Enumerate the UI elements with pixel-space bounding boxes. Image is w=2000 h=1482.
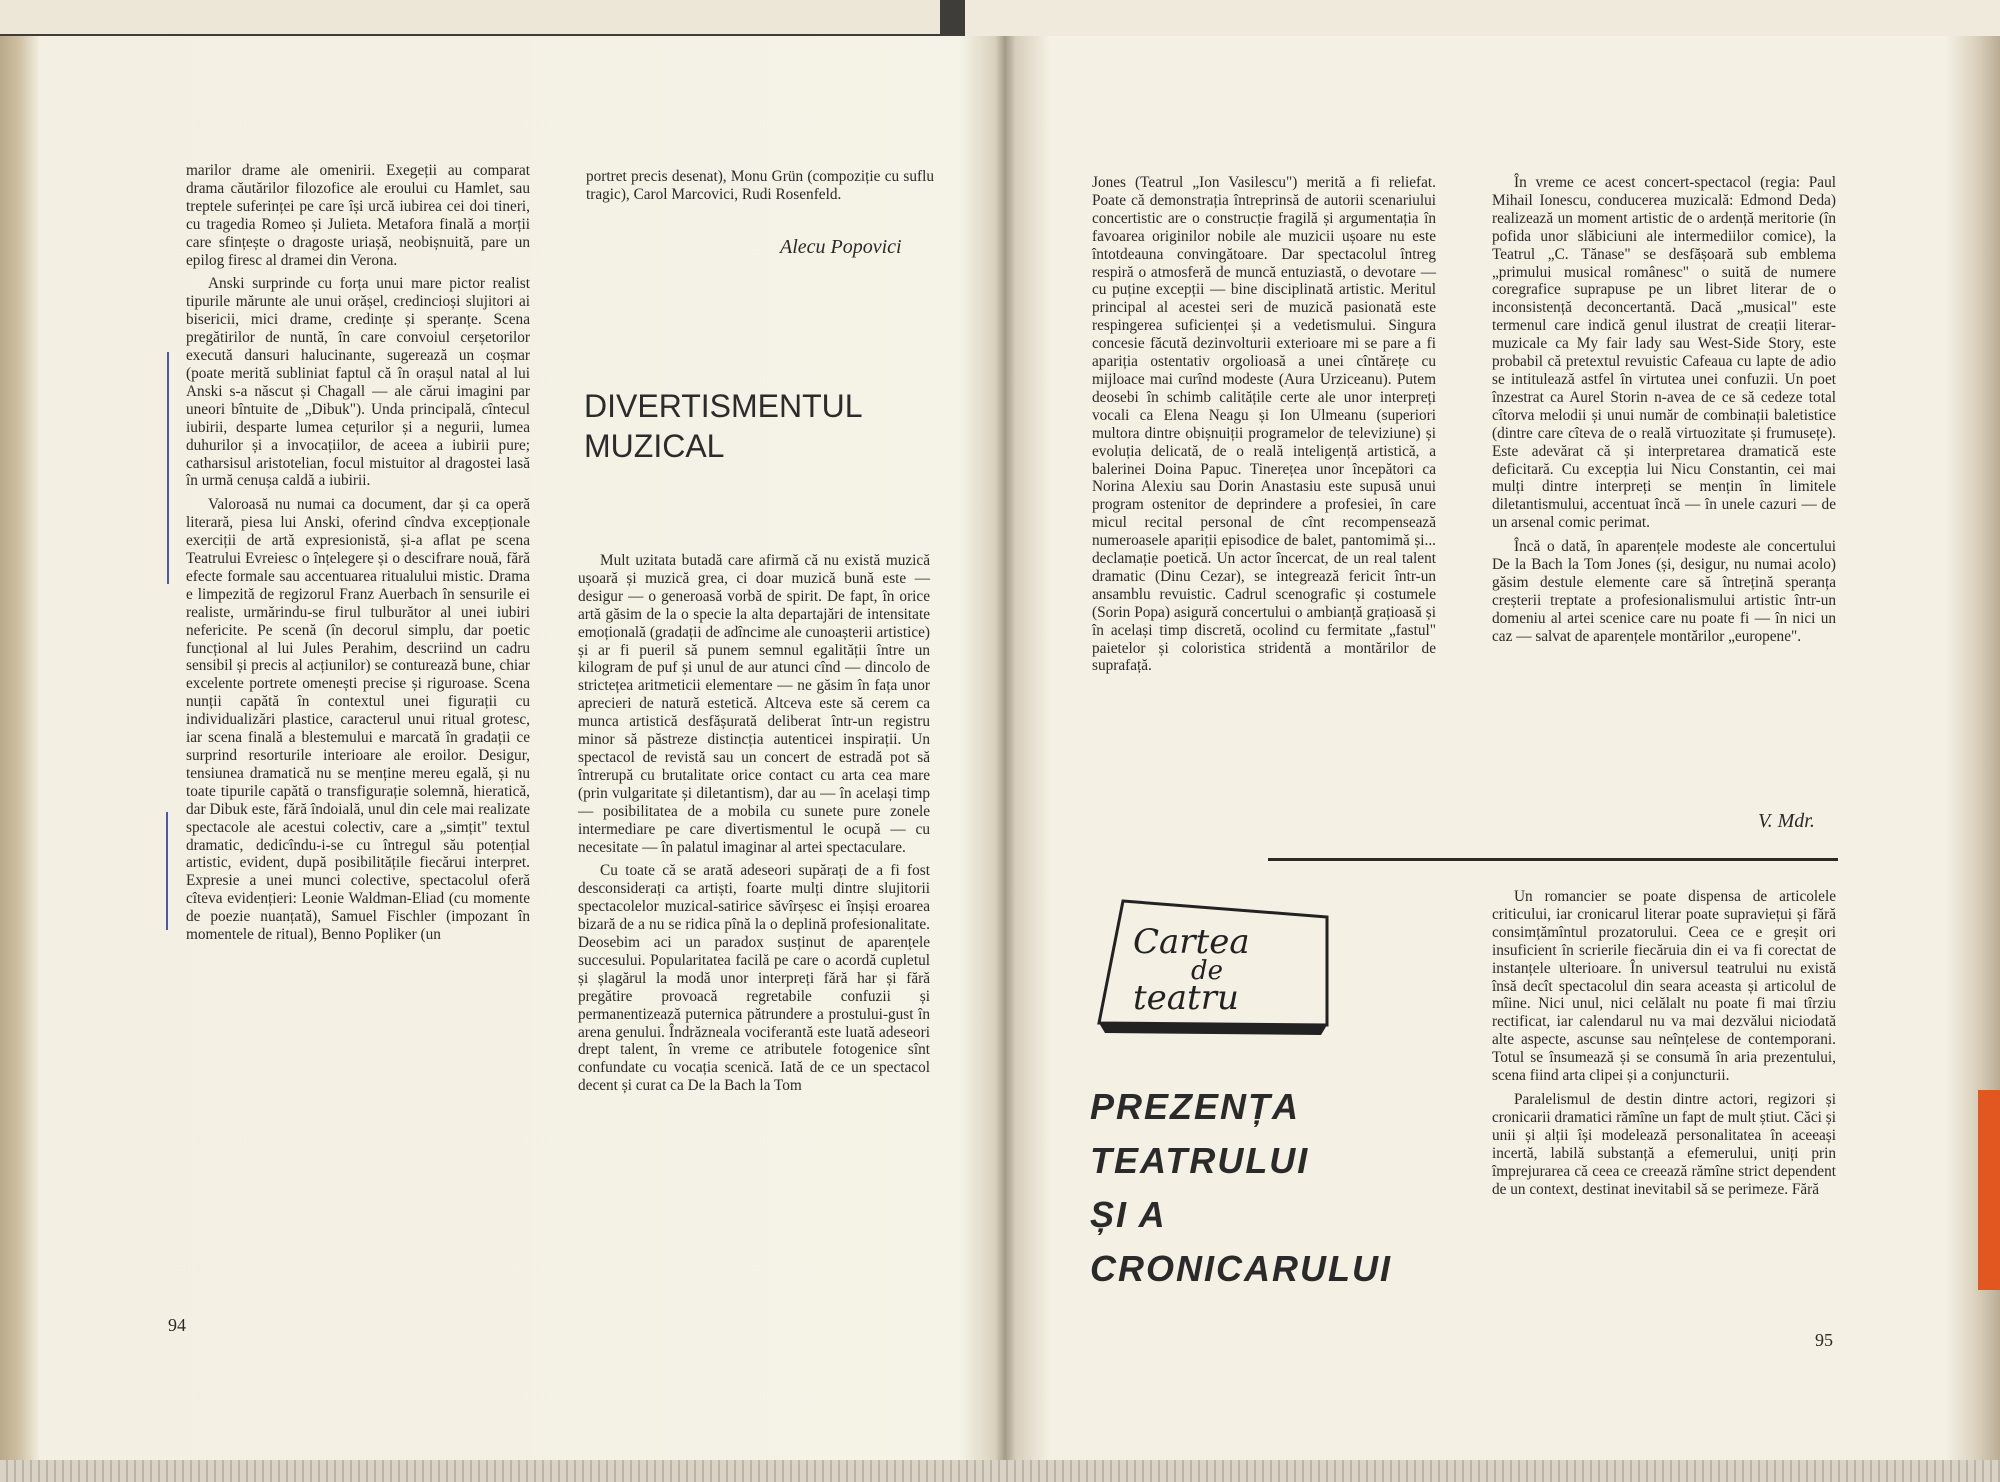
paragraph: Paralelismul de destin dintre actori, regizori și cronicarii dramatici rămîne un fapt de mult știut. Căci și unii și alții își modelează personalitatea în aceeași incertă, labilă substanță a efemerului, uniți prin împrejurarea că ceea ce creează rămîne strict dependent de un context, destinat inevitabil să se perimeze. Fără bbox=[1492, 1090, 1836, 1198]
left-page-column-2 bbox=[578, 552, 930, 1095]
paragraph: Valoroasă nu numai ca document, dar și ca operă literară, piesa lui Anski, oferind cîndva excepționale exerciții de artă expresionistă, și-a aflat pe scena Teatrului Evreiesc o înțelegere și o descifrare nouă, fără efecte formale sau accentuarea ritualului mistic. Drama e limpezită de regizorul Franz Auerbach în sensurile ei realiste, urmărindu-se firul tulburător al unei iubiri nefericite. Pe scenă (în decorul simplu, dar poetic funcțional al lui Jules Perahim, descriind un cadru sensibil și precis al acțiunilor) se conturează bune, chiar excelente portrete omenești precise și riguroase. Scena nunții capătă în contextul unei figurații cu individualizări plastice, caracterul unui ritual grotesc, iar scena finală a blestemului e marcată în gradații ce surprind resorturile interioare ale eroilor. Desigur, tensiunea dramatică nu se menține mereu egală, și nu toate tipurile capătă o transfigurație solemnă, hieratică, dar Dibuk este, fără îndoială, unul din cele mai realizate spectacole ale acestui colectiv, care a „simțit" textul dramatic, dedicîndu-i-se cu întregul său potențial artistic, evident, după posibilitățile fiecărui interpret. Expresie a unei munci colective, spectacolul oferă cîteva evidențieri: Leonie Waldman-Eliad (cu momente de poezie nuanțată), Samuel Fischler (impozant în momentele de ritual), Benno Popliker (un bbox=[186, 496, 530, 944]
article-headline: DIVERTISMENTUL MUZICAL bbox=[584, 388, 862, 464]
paragraph: marilor drame ale omenirii. Exegeții au comparat drama căutărilor filozofice ale eroului cu Hamlet, sau treptele suferinței pe care își urcă iubirea cei doi tineri, cu tragedia Romeo și Julieta. Metafora finală a morții care sfințește o dragoste uriașă, neobișnuită, pare un epilog firesc al dramei din Verona. bbox=[186, 162, 530, 269]
page-edge-right bbox=[965, 0, 2000, 40]
article-headline-2 bbox=[1090, 1080, 1392, 1296]
left-page-column-1 bbox=[186, 162, 530, 944]
right-page-column-4 bbox=[1492, 174, 1836, 646]
headline-line: CRONICARULUI bbox=[1090, 1248, 1392, 1289]
bookmark-tab bbox=[1978, 1090, 2000, 1290]
paragraph: Cu toate că se arată adeseori supărați de a fi fost desconsiderați ca artiști, foarte mulți dintre slujitorii spectacolelor muzical-satirice săvîrșesc ei înșiși eroarea bizară de a nu se ridica pînă la o deplină profesionalitate. Deosebim aci un paradox susținut de aparențele succesului. Popularitatea facilă pe care o acordă cupletul și șlagărul la modă unor interpreți fără har și fără pregătire provoacă regretabile confuzii și permanentizează puternica pătrundere a prostului-gust în arena genului. Îndrăzneala vociferantă este luată adeseori drept talent, în vreme ce atributele fotogenice sînt confundate cu vocația scenică. Iată de ce un spectacol decent și curat ca De la Bach la Tom bbox=[578, 862, 930, 1095]
logo-line-3: teatru bbox=[1133, 978, 1239, 1018]
page-number: 94 bbox=[168, 1315, 186, 1335]
logo-line-1: Cartea bbox=[1133, 922, 1250, 962]
cartea-de-teatru-logo bbox=[1095, 895, 1335, 1045]
paragraph: În vreme ce acest concert-spectacol (regia: Paul Mihail Ionescu, conducerea muzicală: Edmond Deda) realizează un moment artistic de o ardență meritorie (în pofida unor slăbiciuni ale intermediilor comice), la Teatrul „C. Tănase" se desfășoară sub emblema „primului musical românesc" o suită de numere coregrafice suprapuse pe un libret literar de o inconsistență deconcertantă. Dacă „musical" este termenul care indică genul ilustrat de creații literar-muzicale ca My fair lady sau West-Side Story, este probabil că pretextul revuistic Cafeaua cu lapte de adio se intitulează astfel în virtutea unei confuzii. Un poet înzestrat ca Aurel Storin n-avea de ce să cedeze total cîtorva melodii și unui număr de combinații baletistice (dintre care cîteva de o reală virtuozitate și frumusețe). Este adevărat că și interpretarea dramatică este deficitară. Cu excepția lui Nicu Constantin, cei mai mulți dintre interpreți se mențin în limitele diletantismului, accentuat încă — în unele cazuri — de un arsenal comic perimat. bbox=[1492, 174, 1836, 532]
paragraph: portret precis desenat), Monu Grün (compoziție cu suflu tragic), Carol Marcovici, Rudi Rosenfeld. bbox=[586, 168, 934, 203]
section-divider bbox=[1268, 858, 1838, 861]
right-page-column-5 bbox=[1492, 888, 1836, 1198]
book-bottom-edge bbox=[0, 1460, 2000, 1482]
page-number: 95 bbox=[1815, 1330, 1833, 1350]
author-signature: Alecu Popovici bbox=[780, 236, 902, 258]
headline-line: ȘI A bbox=[1090, 1194, 1167, 1235]
paragraph: Jones (Teatrul „Ion Vasilescu") merită a fi reliefat. Poate că demonstrația întreprinsă de autorii scenariului concertistic are o construcție fragilă și argumentația în favoarea originilor nobile ale muzicii ușoare nu este întotdeauna convingătoare. Dar spectacolul întreg respiră o atmosferă de muncă entuziastă, o devotare — cu puține excepții — bine disciplinată artistic. Meritul principal al acestei seri de muzică pasionată este respingerea suficienței și a vedetismului. Singura concesie făcută dezinvolturii exterioare mi se pare a fi apariția ostentativ orgolioasă a unei cîntărețe cu mijloace mai curînd modeste (Aura Urziceanu). Putem deosebi în schimb calitățile certe ale unor interpreți vocali ca Elena Neagu și Ion Ulmeanu (superiori multora dintre obișnuiții programelor de televiziune) și evoluția delicată, de o reală inteligență artistică, a balerinei Doina Papuc. Tinerețea unor începători ca Norina Alexiu sau Dorin Anastasiu este supusă unui program ostenitor de deprindere a profesiei, în care micul recital personal de cînt recompensează numeroasele apariții episodice de balet, pantomimă și... declamație poetică. Un actor încercat, de un real talent dramatic (Dinu Cezar), se integrează fericit într-un ansamblu revuistic. Cadrul scenografic și costumele (Sorin Popa) asigură concertului o ambianță grațioasă și în același timp discretă, ocolind cu fermitate „fastul" paietelor și coloristica stridentă a montărilor de suprafață. bbox=[1092, 174, 1436, 675]
logo-line-2: de bbox=[1191, 956, 1224, 986]
right-page-column-3 bbox=[1092, 174, 1436, 675]
headline-line: TEATRULUI bbox=[1090, 1140, 1310, 1181]
paragraph: Un romancier se poate dispensa de articolele criticului, iar cronicarul literar poate supraviețui și fără consimțămîntul prozatorului. Ceea ce e greșit ori insuficient în scrierile fiecăruia din ei va fi corectat de instanțele ulterioare. În universul teatrului nu există însă decît spectacolul din seara aceasta și articolul de mîine. Nici unul, nici celălalt nu poate fi mai tîrziu rectificat, iar calendarul nu va mai dezvălui niciodată alte aspecte, ascunse sau neînțelese de contemporani. Totul se însumează și se consumă în aria prezentului, scena fiind arta clipei și a conjuncturii. bbox=[1492, 888, 1836, 1085]
left-page-column-2-top bbox=[586, 168, 934, 204]
paragraph: Mult uzitata butadă care afirmă că nu există muzică ușoară și muzică grea, ci doar muzică bună este — desigur — o generoasă vorbă de spirit. De fapt, în orice artă găsim de la o specie la alta departajări de intensitate emoțională (gradații de adîncime ale cunoașterii artistice) și ar fi pueril să punem semnul egalității între un kilogram de puf și unul de aur atunci cînd — dincolo de strictețea aritmeticii elementare — ne găsim în fața unor aprecieri de natură estetică. Altceva este să cerem ca munca artistică desfășurată deliberat într-un registru minor să păstreze distincția autenticei inspirații. Un spectacol de revistă sau un concert de estradă pot să întrerupă cu brutalitate orice contact cu arta cea mare (prin vulgaritate și diletantism), dar au — în același timp — posibilitatea de a mobila cu sunete pure zonele intermediare pe care divertismentul le ocupă — cu necesitate — în palatul imaginar al artei spectaculare. bbox=[578, 552, 930, 856]
page-edge-left bbox=[0, 0, 940, 34]
paragraph: Anski surprinde cu forța unui mare pictor realist tipurile mărunte ale unui orășel, credincioși slujitori ai bisericii, mici drame, credințe și speranțe. Scena pregătirilor de nuntă, în care convoiul cerșetorilor execută dansuri halucinante, sugerează un coșmar (poate merită subliniat faptul că în orașul natal al lui Anski s-a născut și Chagall — ale cărui imagini par uneori bîntuite de „Dibuk"). Unda principală, cîntecul iubirii, desparte lumea cețurilor și a negurii, lumea duhurilor și a invocațiilor, de aceea a iubirii pure; catharsisul aristotelian, focul mistuitor al dragostei lasă în urmă cenușa caldă a iubirii. bbox=[186, 275, 530, 490]
paragraph: Încă o dată, în aparențele modeste ale concertului De la Bach la Tom Jones (și, desigur, nu numai acolo) găsim destule elemente care să întrețină speranța creșterii treptate a profesionalismului artistic într-un domeniu al artei scenice care nu poate fi — în nici un caz — salvat de aparențele montărilor „europene". bbox=[1492, 538, 1836, 645]
author-signature: V. Mdr. bbox=[1758, 810, 1815, 832]
margin-pencil-mark bbox=[167, 352, 169, 584]
headline-line: PREZENȚA bbox=[1090, 1086, 1301, 1127]
margin-pencil-mark bbox=[166, 812, 168, 930]
